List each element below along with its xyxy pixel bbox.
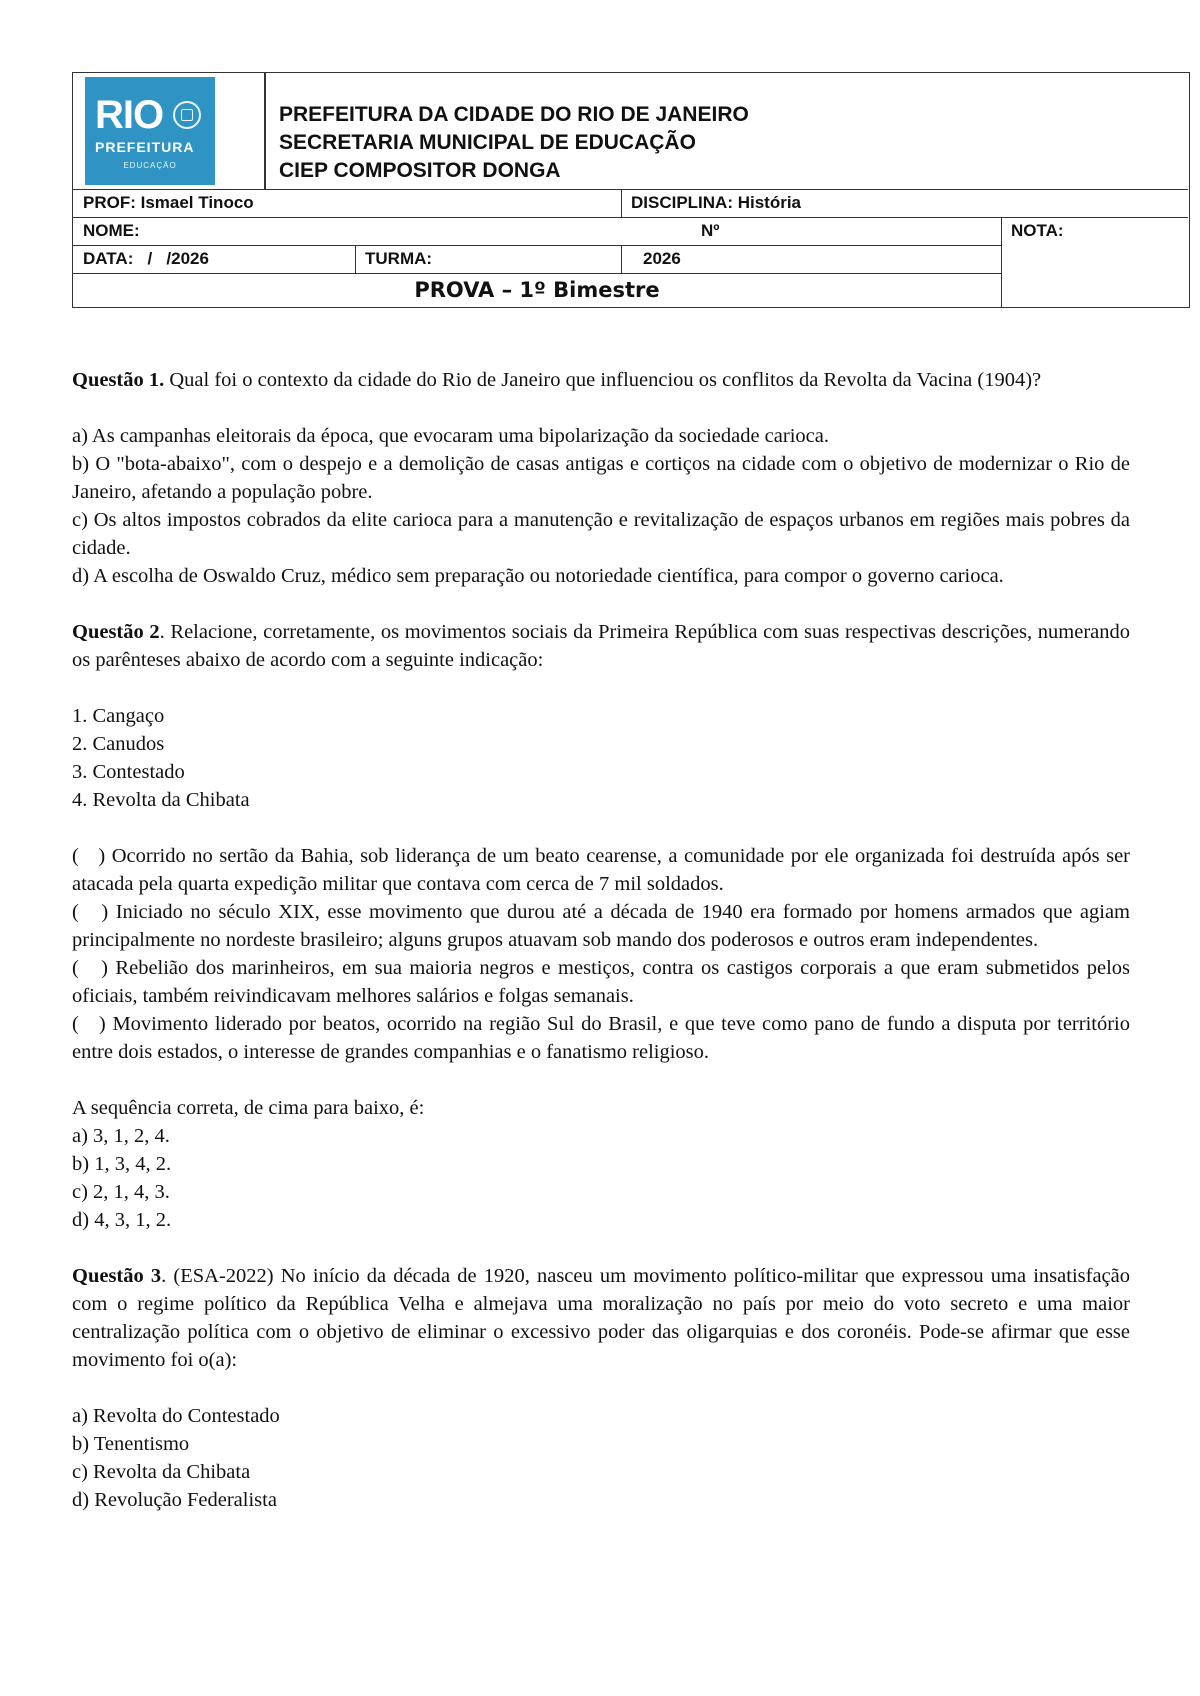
answer-option: a) 3, 1, 2, 4. [72,1125,170,1147]
answer-option: b) O "bota-abaixo", com o despejo e a demolição de casas antigas e cortiços na cidade com o objetivo de modernizar o Rio de Janeiro, afetando a população pobre. [72,453,1130,503]
exam-content [72,366,1136,1514]
institution-line: CIEP COMPOSITOR DONGA [279,159,561,182]
table-divider [621,245,622,273]
table-divider [1001,217,1002,307]
list-item: 2. Canudos [72,733,165,755]
number-field: Nº [701,221,720,240]
answer-option: d) Revolução Federalista [72,1489,277,1511]
logo-subtitle: PREFEITURA [95,139,195,155]
name-field: NOME: [83,221,140,240]
answer-option: d) 4, 3, 1, 2. [72,1209,172,1231]
question-text: . (ESA-2022) No início da década de 1920, nasceu um movimento político-militar que expressou uma insatisfação com o regime político da República Velha e almejava uma moralização no país por meio do voto secreto e uma maior centralização política com o objetivo de eliminar o excessivo poder das oligarquias e dos coronéis. Pode-se afirmar que esse movimento foi o(a): [72,1265,1130,1371]
answer-option: a) As campanhas eleitorais da época, que evocaram uma bipolarização da sociedade carioca. [72,425,829,447]
question-text: . Relacione, corretamente, os movimentos sociais da Primeira República com suas respectivas descrições, numerando os parênteses abaixo de acordo com a seguinte indicação: [72,621,1131,671]
table-divider [73,273,1001,274]
institution-block [279,101,749,185]
question-label: Questão 3 [72,1265,162,1287]
answer-option: b) Tenentismo [72,1433,190,1455]
statement-item: ( ) Rebelião dos marinheiros, em sua maioria negros e mestiços, contra os castigos corporais a que eram submetidos pelos oficiais, também reivindicavam melhores salários e folgas semanais. [72,957,1136,1007]
logo-department: EDUCAÇÃO [123,161,177,170]
grade-field: NOTA: [1011,221,1064,240]
question-3 [72,1262,1130,1374]
question-label: Questão 2 [72,621,160,643]
table-divider [355,245,356,273]
table-divider [265,73,266,189]
question-text: Qual foi o contexto da cidade do Rio de Janeiro que influenciou os conflitos da Revolta da Vacina (1904)? [164,369,1042,391]
institution-line: SECRETARIA MUNICIPAL DE EDUCAÇÃO [279,131,696,154]
list-item: 3. Contestado [72,761,185,783]
answer-option: b) 1, 3, 4, 2. [72,1153,172,1175]
exam-header-table [72,72,1190,308]
answer-option: a) Revolta do Contestado [72,1405,280,1427]
list-item: 4. Revolta da Chibata [72,789,250,811]
table-divider [73,217,1188,218]
rio-prefeitura-logo [85,77,215,185]
logo-cell [73,73,265,189]
table-divider [73,189,1188,190]
table-divider [621,189,622,217]
logo-brand: RIO [95,93,164,137]
teacher-label: PROF: Ismael Tinoco [83,193,254,212]
question-label: Questão 1. [72,369,165,391]
year-field: 2026 [643,249,681,268]
answer-option: d) A escolha de Oswaldo Cruz, médico sem preparação ou notoriedade científica, para compor o governo carioca. [72,565,1004,587]
statement-item: ( ) Iniciado no século XIX, esse movimento que durou até a década de 1940 era formado por homens armados que agiam principalmente no nordeste brasileiro; alguns grupos atuavam sob mando dos poderosos e outros eram independentes. [72,901,1136,951]
answer-option: c) 2, 1, 4, 3. [72,1181,170,1203]
exam-title: PROVA – 1º Bimestre [414,278,660,302]
statement-item: ( ) Movimento liderado por beatos, ocorrido na região Sul do Brasil, e que teve como pano de fundo a disputa por território entre dois estados, o interesse de grandes companhias e o fanatismo religioso. [72,1013,1136,1063]
city-seal-icon [173,101,201,129]
institution-line: PREFEITURA DA CIDADE DO RIO DE JANEIRO [279,103,749,126]
table-divider [73,245,1001,246]
question-1 [72,366,1130,394]
answer-option: c) Revolta da Chibata [72,1461,251,1483]
list-item: 1. Cangaço [72,705,165,727]
date-field: DATA: / /2026 [83,249,209,268]
question-prompt: A sequência correta, de cima para baixo, é: [72,1097,425,1119]
statement-item: ( ) Ocorrido no sertão da Bahia, sob liderança de um beato cearense, a comunidade por ele organizada foi destruída após ser atacada pela quarta expedição militar que contava com cerca de 7 mil soldados. [72,845,1136,895]
subject-label: DISCIPLINA: História [631,193,802,212]
class-field: TURMA: [365,249,433,268]
answer-option: c) Os altos impostos cobrados da elite carioca para a manutenção e revitalização de espaços urbanos em regiões mais pobres da cidade. [72,509,1130,559]
question-2 [72,618,1130,674]
